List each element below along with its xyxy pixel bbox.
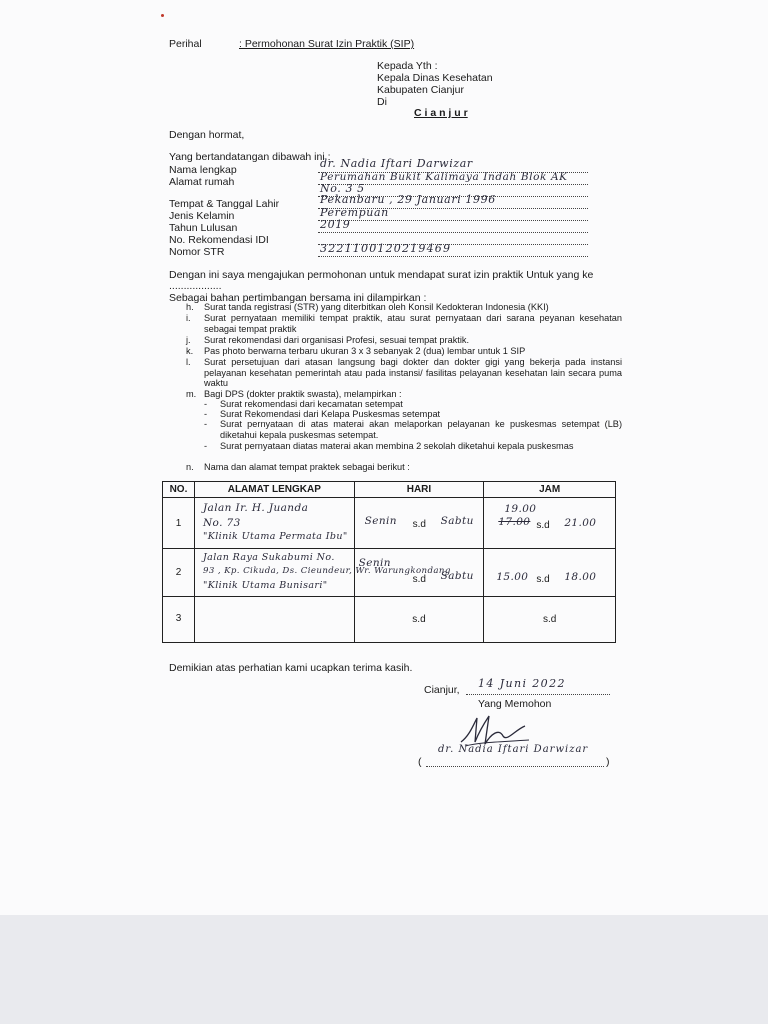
- field-value-str: 3221100120219469: [320, 242, 452, 255]
- recipient-line1: Kepada Yth :: [377, 60, 438, 72]
- perihal-value: : Permohonan Surat Izin Praktik (SIP): [239, 38, 415, 50]
- row1-time-to: 21.00: [564, 517, 597, 529]
- field-value-jk: Perempuan: [320, 206, 389, 219]
- item-text-n: Nama dan alamat tempat praktek sebagai berikut :: [204, 462, 410, 472]
- table-row: [163, 597, 616, 643]
- row2-day-from: Senin: [358, 557, 391, 569]
- field-label-alamat: Alamat rumah: [169, 176, 235, 188]
- row1-no: 1: [163, 498, 195, 549]
- header-no: NO.: [163, 482, 195, 498]
- attachments-intro: Sebagai bahan pertimbangan bersama ini dilampirkan :: [169, 292, 427, 304]
- closing-text: Demikian atas perhatian kami ucapkan terima kasih.: [169, 662, 413, 674]
- row2-no: 2: [163, 549, 195, 597]
- practice-table: [162, 481, 616, 643]
- field-label-jk: Jenis Kelamin: [169, 210, 235, 222]
- header-alamat: ALAMAT LENGKAP: [194, 482, 354, 498]
- row2-day-to: Sabtu: [440, 570, 474, 582]
- scan-background: [0, 915, 768, 1024]
- signatory-name: dr. Nadia Iftari Darwizar: [438, 744, 589, 755]
- signature-open-paren: (: [418, 756, 422, 768]
- row1-address-line3: "Klinik Utama Permata Ibu": [202, 531, 348, 542]
- field-label-idi: No. Rekomendasi IDI: [169, 234, 269, 246]
- row1-day-from: Senin: [364, 515, 397, 527]
- row3-sd: s.d: [354, 597, 484, 643]
- item-letter-i: i.: [186, 313, 191, 323]
- item-text-i: Surat pernyataan memiliki tempat praktik, atau surat pernyataan dari sarana peyanan kesehatan sebagai tempat praktik: [204, 313, 622, 334]
- item-text-m: Bagi DPS (dokter praktik swasta), melampirkan :: [204, 389, 402, 399]
- subitem-2: Surat Rekomendasi dari Kelapa Puskesmas setempat: [220, 409, 441, 419]
- field-value-alamat-line2: No. 3 5: [320, 182, 365, 195]
- greeting: Dengan hormat,: [169, 129, 245, 141]
- row1-sd: s.d: [412, 519, 426, 530]
- row3-no: 3: [163, 597, 195, 643]
- row2-sd: s.d: [412, 574, 426, 585]
- field-value-alamat: Perumahan Bukit Kalimaya Indah Blok AK: [320, 171, 568, 183]
- row2-address-line2: 93 , Kp. Cikuda, Ds. Cieundeur, Wr. Warungkondang: [202, 566, 451, 576]
- place-label: Cianjur,: [424, 684, 460, 696]
- subitem-4: Surat pernyataan diatas materai akan membina 2 sekolah diketahui kepala puskesmas: [220, 441, 574, 451]
- field-value-tahun: 2019: [320, 218, 351, 231]
- table-row: [163, 549, 616, 597]
- red-dot-mark: [161, 14, 164, 17]
- recipient-line4: Di: [377, 96, 387, 108]
- row1-time-from-crossed: 17.00: [498, 516, 531, 528]
- signature-close-paren: ): [606, 756, 610, 768]
- item-text-j: Surat rekomendasi dari organisasi Profesi, sesuai tempat praktik.: [204, 335, 470, 345]
- field-label-tahun: Tahun Lulusan: [169, 222, 238, 234]
- letter-page: Perihal : Permohonan Surat Izin Praktik (SIP) Kepada Yth : Kepala Dinas Kesehatan Kabupaten Cianjur Di C i a n j u r Dengan hormat, Yang bertandatangan dibawah ini : Nama lengkap Alamat rumah Tempat & Tanggal Lahir Jenis Kelamin Tahun Lulusan No. Rekomendasi IDI Nomor STR dr. Nadia Iftari Darwizar Perumahan Bukit Kalimaya Indah Blok AK No. 3 5 Pekanbaru , 29 Januari 1996 Perempuan 2019 3221100120219469 Dengan ini saya mengajukan permohonan untuk mendapat surat izin praktik Untuk yang ke .................. Sebagai bahan pertimbangan bersama ini dilampirkan : h. Surat tanda registrasi (STR) yang diterbitkan oleh Konsil Kedokteran Indonesia (KKI) i. Surat pernyataan memiliki tempat praktik, atau surat pernyataan dari sarana peyanan kesehatan sebagai tempat praktik j. Surat rekomendasi dari organisasi Profesi, sesuai tempat praktik. k. Pas photo berwarna terbaru ukuran 3 x 3 sebanyak 2 (dua) lembar untuk 1 SIP l. Surat persetujuan dari atasan langsung bagi dokter dan dokter gigi yang bekerja pada instansi pelayanan kesehatan pemerintah atau pada instansi/ fasilitas pelayanan kesehatan lain secara puma waktu m. Bagi DPS (dokter praktik swasta), melampirkan : - Surat rekomendasi dari kecamatan setempat - Surat Rekomendasi dari Kelapa Puskesmas setempat - Surat pernyataan di atas materai akan melaporkan pelayanan ke puskesmas setempat (LB) diketahui kepala puskesmas setempat. - Surat pernyataan diatas materai akan membina 2 sekolah diketahui kepala puskesmas n. Nama dan alamat tempat praktek sebagai berikut : NO. ALAMAT LENGKAP HARI JAM 1 Jalan Ir. H. Juanda No. 73 "Klinik Utama Permata Ibu" Senin s.d Sabtu 19.00 17.00 s.d 21.00 2 Jalan Raya Sukabumi No. 93 , Kp. Cikuda, Ds. Cieundeur, Wr. Warungkondang "Klinik Utama Bunisari" Senin s.d Sabtu 15.00 s.d 18.00 3 s.d s.d Demikian atas perhatian kami ucapkan terima kasih. Cianjur, 14 Juni 2022 Yang Memohon ( ) dr. Nadia Iftari Darwizar: [0, 0, 768, 915]
- item-letter-n: n.: [186, 462, 194, 472]
- item-letter-m: m.: [186, 389, 197, 399]
- row2-address-line1: Jalan Raya Sukabumi No.: [202, 552, 335, 563]
- row3-time-sd: s.d: [484, 597, 616, 643]
- identity-intro: Yang bertandatangan dibawah ini :: [169, 151, 331, 163]
- item-letter-h: h.: [186, 302, 194, 312]
- recipient-city: C i a n j u r: [414, 107, 468, 119]
- field-label-str: Nomor STR: [169, 246, 225, 258]
- row1-address-line1: Jalan Ir. H. Juanda: [202, 502, 309, 514]
- item-text-h: Surat tanda registrasi (STR) yang diterbitkan oleh Konsil Kedokteran Indonesia (KKI): [204, 302, 549, 312]
- field-label-ttl: Tempat & Tanggal Lahir: [169, 198, 280, 210]
- row2-time-from: 15.00: [496, 571, 529, 583]
- row2-time-sd: s.d: [536, 574, 550, 585]
- header-jam: JAM: [484, 482, 616, 498]
- row2-address-line3: "Klinik Utama Bunisari": [202, 580, 328, 591]
- row1-time-sd: s.d: [536, 520, 550, 531]
- date-value: 14 Juni 2022: [478, 677, 566, 690]
- item-letter-j: j.: [186, 335, 191, 345]
- perihal-label: Perihal: [169, 38, 202, 50]
- item-letter-l: l.: [186, 357, 191, 367]
- table-row: [163, 498, 616, 549]
- item-text-k: Pas photo berwarna terbaru ukuran 3 x 3 sebanyak 2 (dua) lembar untuk 1 SIP: [204, 346, 526, 356]
- field-value-nama: dr. Nadia Iftari Darwizar: [320, 157, 473, 170]
- row1-time-from: 19.00: [504, 503, 537, 515]
- subitem-1: Surat rekomendasi dari kecamatan setempat: [220, 399, 403, 409]
- request-text: Dengan ini saya mengajukan permohonan untuk mendapat surat izin praktik Untuk yang ke: [169, 269, 594, 281]
- field-value-ttl: Pekanbaru , 29 Januari 1996: [320, 193, 496, 206]
- request-dots: ..................: [169, 280, 222, 292]
- row2-time-to: 18.00: [564, 571, 597, 583]
- recipient-line3: Kabupaten Cianjur: [377, 84, 464, 96]
- row1-address-line2: No. 73: [202, 517, 241, 529]
- field-label-nama: Nama lengkap: [169, 164, 237, 176]
- item-text-l: Surat persetujuan dari atasan langsung bagi dokter dan dokter gigi yang bekerja pada instansi pelayanan kesehatan pemerintah atau pada instansi/ fasilitas pelayanan kesehatan lain secara puma waktu: [204, 357, 622, 389]
- subitem-3: Surat pernyataan di atas materai akan melaporkan pelayanan ke puskesmas setempat (LB) diketahui kepala puskesmas setempat.: [220, 419, 622, 440]
- signatory-label: Yang Memohon: [478, 698, 552, 710]
- item-letter-k: k.: [186, 346, 194, 356]
- header-hari: HARI: [354, 482, 484, 498]
- row1-day-to: Sabtu: [440, 515, 474, 527]
- recipient-line2: Kepala Dinas Kesehatan: [377, 72, 493, 84]
